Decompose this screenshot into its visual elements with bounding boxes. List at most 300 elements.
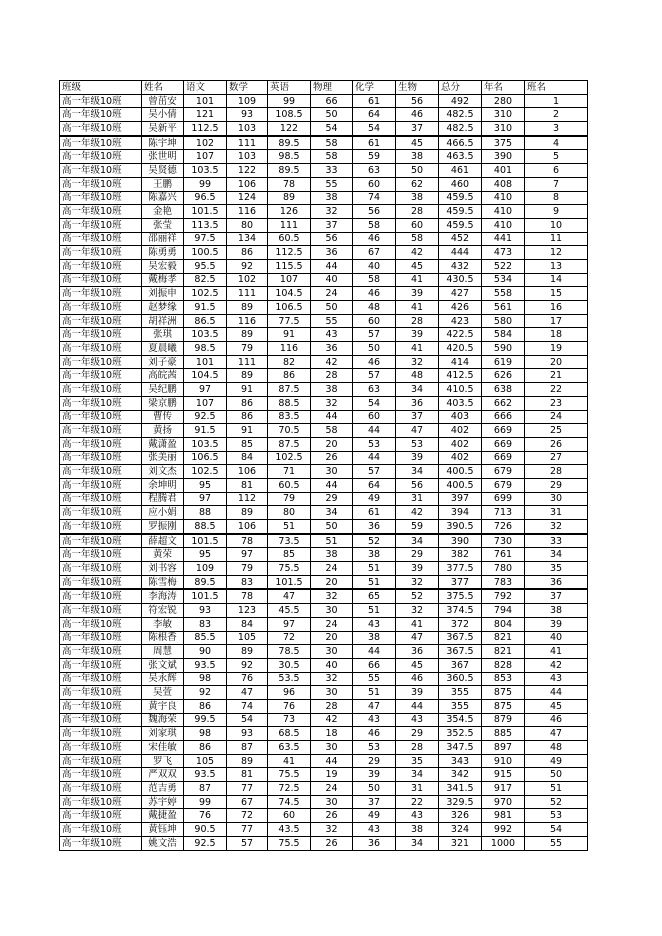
cell-chinese: 103.5 [184, 164, 227, 178]
cell-total: 329.5 [439, 795, 482, 809]
cell-biology: 32 [396, 604, 439, 618]
cell-math: 86 [227, 246, 268, 260]
cell-chinese: 95 [184, 548, 227, 562]
cell-chinese: 93.5 [184, 768, 227, 782]
cell-class: 高一年级10班 [60, 478, 142, 492]
cell-class: 高一年级10班 [60, 686, 142, 700]
cell-biology: 46 [396, 672, 439, 686]
cell-math: 47 [227, 686, 268, 700]
cell-chemistry: 64 [353, 108, 396, 122]
cell-math: 102 [227, 273, 268, 287]
cell-class-rank: 7 [525, 177, 588, 191]
table-row [60, 164, 588, 178]
cell-math: 93 [227, 108, 268, 122]
cell-name: 吴宏毅 [142, 259, 184, 273]
cell-physics: 20 [311, 575, 353, 589]
cell-total: 347.5 [439, 741, 482, 755]
cell-grade-rank: 626 [482, 369, 525, 383]
cell-physics: 34 [311, 506, 353, 520]
cell-chemistry: 64 [353, 478, 396, 492]
cell-english: 89.5 [268, 164, 311, 178]
cell-physics: 20 [311, 437, 353, 451]
cell-physics: 56 [311, 232, 353, 246]
cell-biology: 39 [396, 287, 439, 301]
cell-physics: 24 [311, 287, 353, 301]
cell-physics: 55 [311, 177, 353, 191]
cell-physics: 19 [311, 768, 353, 782]
cell-chemistry: 39 [353, 768, 396, 782]
cell-physics: 38 [311, 383, 353, 397]
cell-english: 82 [268, 355, 311, 369]
cell-grade-rank: 970 [482, 795, 525, 809]
cell-english: 80 [268, 506, 311, 520]
cell-total: 482.5 [439, 122, 482, 136]
cell-grade-rank: 761 [482, 548, 525, 562]
cell-name: 符宏锐 [142, 604, 184, 618]
cell-chemistry: 51 [353, 575, 396, 589]
cell-total: 482.5 [439, 108, 482, 122]
cell-physics: 58 [311, 150, 353, 164]
header-class: 班级 [60, 81, 142, 95]
table-row [60, 410, 588, 424]
cell-chemistry: 65 [353, 589, 396, 603]
cell-biology: 47 [396, 631, 439, 645]
cell-total: 372 [439, 617, 482, 631]
cell-chinese: 86 [184, 699, 227, 713]
cell-chemistry: 51 [353, 686, 396, 700]
cell-english: 98.5 [268, 150, 311, 164]
cell-name: 夏晨曦 [142, 342, 184, 356]
cell-class-rank: 30 [525, 492, 588, 506]
cell-grade-rank: 408 [482, 177, 525, 191]
cell-physics: 32 [311, 589, 353, 603]
cell-total: 341.5 [439, 782, 482, 796]
cell-math: 72 [227, 809, 268, 823]
cell-biology: 38 [396, 823, 439, 837]
table-row [60, 768, 588, 782]
cell-chemistry: 55 [353, 672, 396, 686]
cell-grade-rank: 910 [482, 754, 525, 768]
cell-english: 106.5 [268, 301, 311, 315]
cell-physics: 24 [311, 617, 353, 631]
cell-grade-rank: 792 [482, 589, 525, 603]
cell-grade-rank: 410 [482, 205, 525, 219]
cell-name: 苏宇婷 [142, 795, 184, 809]
score-table [59, 80, 588, 851]
cell-physics: 30 [311, 795, 353, 809]
cell-total: 459.5 [439, 218, 482, 232]
cell-math: 92 [227, 658, 268, 672]
cell-total: 342 [439, 768, 482, 782]
cell-class-rank: 18 [525, 328, 588, 342]
cell-physics: 50 [311, 301, 353, 315]
header-physics: 物理 [311, 81, 353, 95]
cell-name: 张琪 [142, 328, 184, 342]
cell-class: 高一年级10班 [60, 699, 142, 713]
cell-class: 高一年级10班 [60, 672, 142, 686]
cell-class-rank: 45 [525, 699, 588, 713]
table-row [60, 658, 588, 672]
cell-name: 程腾君 [142, 492, 184, 506]
cell-chemistry: 57 [353, 465, 396, 479]
cell-grade-rank: 401 [482, 164, 525, 178]
cell-grade-rank: 992 [482, 823, 525, 837]
cell-chinese: 102.5 [184, 465, 227, 479]
cell-name: 陈勇勇 [142, 246, 184, 260]
cell-physics: 26 [311, 836, 353, 850]
table-row [60, 191, 588, 205]
cell-chinese: 89.5 [184, 575, 227, 589]
cell-chinese: 76 [184, 809, 227, 823]
cell-physics: 50 [311, 108, 353, 122]
cell-biology: 36 [396, 645, 439, 659]
cell-math: 76 [227, 672, 268, 686]
cell-biology: 28 [396, 741, 439, 755]
table-row [60, 108, 588, 122]
cell-class: 高一年级10班 [60, 177, 142, 191]
cell-grade-rank: 679 [482, 465, 525, 479]
cell-total: 377.5 [439, 562, 482, 576]
cell-biology: 60 [396, 218, 439, 232]
cell-name: 宋佳敏 [142, 741, 184, 755]
cell-math: 112 [227, 492, 268, 506]
cell-english: 73.5 [268, 534, 311, 548]
table-row [60, 342, 588, 356]
table-row [60, 301, 588, 315]
cell-chinese: 96.5 [184, 191, 227, 205]
cell-total: 427 [439, 287, 482, 301]
cell-physics: 30 [311, 465, 353, 479]
cell-english: 89 [268, 191, 311, 205]
cell-grade-rank: 726 [482, 520, 525, 534]
cell-class: 高一年级10班 [60, 205, 142, 219]
cell-class-rank: 24 [525, 410, 588, 424]
table-row [60, 287, 588, 301]
cell-grade-rank: 730 [482, 534, 525, 548]
table-row [60, 383, 588, 397]
cell-physics: 38 [311, 548, 353, 562]
cell-math: 79 [227, 562, 268, 576]
table-row [60, 259, 588, 273]
cell-physics: 37 [311, 218, 353, 232]
cell-name: 陈根香 [142, 631, 184, 645]
cell-biology: 39 [396, 562, 439, 576]
cell-english: 63.5 [268, 741, 311, 755]
cell-grade-rank: 441 [482, 232, 525, 246]
table-row [60, 823, 588, 837]
cell-name: 魏海荣 [142, 713, 184, 727]
cell-chemistry: 61 [353, 506, 396, 520]
cell-physics: 30 [311, 686, 353, 700]
cell-chemistry: 60 [353, 314, 396, 328]
cell-class-rank: 38 [525, 604, 588, 618]
cell-grade-rank: 310 [482, 108, 525, 122]
cell-name: 姚文浩 [142, 836, 184, 850]
cell-class-rank: 37 [525, 589, 588, 603]
cell-chemistry: 29 [353, 754, 396, 768]
cell-chemistry: 48 [353, 301, 396, 315]
cell-class: 高一年级10班 [60, 823, 142, 837]
cell-name: 曹传 [142, 410, 184, 424]
cell-name: 张世明 [142, 150, 184, 164]
cell-grade-rank: 410 [482, 191, 525, 205]
cell-class: 高一年级10班 [60, 273, 142, 287]
table-row [60, 520, 588, 534]
cell-math: 81 [227, 478, 268, 492]
cell-english: 41 [268, 754, 311, 768]
cell-chinese: 92 [184, 686, 227, 700]
cell-total: 324 [439, 823, 482, 837]
cell-class-rank: 55 [525, 836, 588, 850]
cell-grade-rank: 879 [482, 713, 525, 727]
cell-chinese: 91.5 [184, 424, 227, 438]
cell-grade-rank: 473 [482, 246, 525, 260]
cell-class-rank: 21 [525, 369, 588, 383]
cell-physics: 66 [311, 94, 353, 108]
cell-biology: 41 [396, 273, 439, 287]
cell-biology: 59 [396, 520, 439, 534]
cell-name: 吴贤德 [142, 164, 184, 178]
cell-grade-rank: 561 [482, 301, 525, 315]
cell-name: 高皖茜 [142, 369, 184, 383]
table-row [60, 727, 588, 741]
cell-chemistry: 44 [353, 424, 396, 438]
table-row [60, 782, 588, 796]
cell-english: 87.5 [268, 383, 311, 397]
cell-chemistry: 38 [353, 548, 396, 562]
cell-class: 高一年级10班 [60, 218, 142, 232]
cell-chemistry: 52 [353, 534, 396, 548]
cell-class: 高一年级10班 [60, 355, 142, 369]
cell-biology: 28 [396, 314, 439, 328]
cell-physics: 42 [311, 355, 353, 369]
cell-physics: 44 [311, 259, 353, 273]
cell-chinese: 87 [184, 782, 227, 796]
cell-grade-rank: 713 [482, 506, 525, 520]
cell-biology: 45 [396, 259, 439, 273]
cell-total: 403 [439, 410, 482, 424]
cell-english: 70.5 [268, 424, 311, 438]
header-grade-rank: 年名 [482, 81, 525, 95]
cell-math: 106 [227, 520, 268, 534]
cell-english: 72.5 [268, 782, 311, 796]
cell-class-rank: 19 [525, 342, 588, 356]
cell-chinese: 97.5 [184, 232, 227, 246]
cell-class-rank: 23 [525, 396, 588, 410]
cell-name: 陈宇坤 [142, 136, 184, 150]
cell-chinese: 98 [184, 672, 227, 686]
cell-english: 71 [268, 465, 311, 479]
table-row [60, 314, 588, 328]
cell-biology: 48 [396, 369, 439, 383]
cell-chinese: 98 [184, 727, 227, 741]
cell-biology: 46 [396, 108, 439, 122]
cell-biology: 53 [396, 437, 439, 451]
cell-physics: 26 [311, 451, 353, 465]
table-row [60, 699, 588, 713]
cell-grade-rank: 917 [482, 782, 525, 796]
cell-total: 402 [439, 424, 482, 438]
cell-class-rank: 52 [525, 795, 588, 809]
cell-english: 101.5 [268, 575, 311, 589]
cell-class-rank: 29 [525, 478, 588, 492]
cell-grade-rank: 1000 [482, 836, 525, 850]
cell-english: 45.5 [268, 604, 311, 618]
cell-chemistry: 74 [353, 191, 396, 205]
cell-physics: 32 [311, 205, 353, 219]
cell-english: 83.5 [268, 410, 311, 424]
cell-chemistry: 43 [353, 823, 396, 837]
table-row [60, 754, 588, 768]
cell-math: 89 [227, 645, 268, 659]
cell-physics: 40 [311, 658, 353, 672]
header-chinese: 语文 [184, 81, 227, 95]
cell-chinese: 101.5 [184, 205, 227, 219]
cell-chinese: 95 [184, 478, 227, 492]
cell-chinese: 107 [184, 396, 227, 410]
cell-name: 刘书容 [142, 562, 184, 576]
cell-total: 402 [439, 437, 482, 451]
cell-class-rank: 42 [525, 658, 588, 672]
cell-class-rank: 44 [525, 686, 588, 700]
cell-biology: 31 [396, 492, 439, 506]
cell-class: 高一年级10班 [60, 328, 142, 342]
cell-physics: 58 [311, 424, 353, 438]
cell-total: 466.5 [439, 136, 482, 150]
cell-class-rank: 33 [525, 534, 588, 548]
table-row [60, 451, 588, 465]
cell-total: 343 [439, 754, 482, 768]
cell-grade-rank: 679 [482, 478, 525, 492]
cell-class: 高一年级10班 [60, 369, 142, 383]
cell-chinese: 97 [184, 492, 227, 506]
header-math: 数学 [227, 81, 268, 95]
cell-math: 84 [227, 451, 268, 465]
cell-english: 43.5 [268, 823, 311, 837]
cell-class: 高一年级10班 [60, 396, 142, 410]
cell-biology: 62 [396, 177, 439, 191]
cell-class-rank: 9 [525, 205, 588, 219]
table-row [60, 672, 588, 686]
cell-total: 430.5 [439, 273, 482, 287]
table-row [60, 809, 588, 823]
cell-class: 高一年级10班 [60, 287, 142, 301]
cell-math: 89 [227, 301, 268, 315]
cell-grade-rank: 699 [482, 492, 525, 506]
cell-total: 400.5 [439, 478, 482, 492]
cell-english: 51 [268, 520, 311, 534]
cell-class-rank: 54 [525, 823, 588, 837]
cell-math: 54 [227, 713, 268, 727]
cell-total: 390.5 [439, 520, 482, 534]
cell-class-rank: 46 [525, 713, 588, 727]
cell-class: 高一年级10班 [60, 836, 142, 850]
cell-biology: 45 [396, 136, 439, 150]
cell-physics: 29 [311, 492, 353, 506]
cell-grade-rank: 590 [482, 342, 525, 356]
cell-physics: 55 [311, 314, 353, 328]
cell-class: 高一年级10班 [60, 492, 142, 506]
cell-chemistry: 46 [353, 232, 396, 246]
cell-class: 高一年级10班 [60, 520, 142, 534]
cell-chinese: 93 [184, 604, 227, 618]
cell-english: 96 [268, 686, 311, 700]
cell-class-rank: 4 [525, 136, 588, 150]
cell-math: 124 [227, 191, 268, 205]
cell-grade-rank: 666 [482, 410, 525, 424]
cell-physics: 36 [311, 342, 353, 356]
cell-math: 77 [227, 782, 268, 796]
cell-math: 81 [227, 768, 268, 782]
cell-chemistry: 57 [353, 369, 396, 383]
cell-physics: 44 [311, 754, 353, 768]
cell-biology: 41 [396, 342, 439, 356]
cell-biology: 31 [396, 782, 439, 796]
cell-chinese: 112.5 [184, 122, 227, 136]
cell-biology: 34 [396, 383, 439, 397]
cell-biology: 32 [396, 575, 439, 589]
cell-chemistry: 46 [353, 355, 396, 369]
cell-physics: 58 [311, 136, 353, 150]
cell-class: 高一年级10班 [60, 437, 142, 451]
cell-physics: 33 [311, 164, 353, 178]
cell-biology: 42 [396, 506, 439, 520]
cell-grade-rank: 584 [482, 328, 525, 342]
cell-class: 高一年级10班 [60, 809, 142, 823]
cell-class-rank: 47 [525, 727, 588, 741]
cell-english: 78.5 [268, 645, 311, 659]
cell-biology: 47 [396, 424, 439, 438]
cell-english: 115.5 [268, 259, 311, 273]
cell-total: 461 [439, 164, 482, 178]
cell-math: 85 [227, 437, 268, 451]
cell-chinese: 103.5 [184, 328, 227, 342]
table-row [60, 177, 588, 191]
cell-total: 374.5 [439, 604, 482, 618]
cell-class-rank: 11 [525, 232, 588, 246]
cell-class-rank: 2 [525, 108, 588, 122]
cell-chinese: 90.5 [184, 823, 227, 837]
cell-grade-rank: 390 [482, 150, 525, 164]
cell-chinese: 101 [184, 94, 227, 108]
cell-class: 高一年级10班 [60, 741, 142, 755]
cell-physics: 36 [311, 246, 353, 260]
table-row [60, 218, 588, 232]
cell-math: 116 [227, 314, 268, 328]
cell-total: 360.5 [439, 672, 482, 686]
cell-total: 377 [439, 575, 482, 589]
cell-chemistry: 46 [353, 727, 396, 741]
cell-chinese: 99 [184, 795, 227, 809]
cell-total: 352.5 [439, 727, 482, 741]
cell-chinese: 101.5 [184, 589, 227, 603]
cell-name: 应小娟 [142, 506, 184, 520]
cell-math: 89 [227, 506, 268, 520]
cell-name: 戴捷盈 [142, 809, 184, 823]
cell-total: 382 [439, 548, 482, 562]
cell-class: 高一年级10班 [60, 604, 142, 618]
cell-english: 91 [268, 328, 311, 342]
cell-math: 103 [227, 150, 268, 164]
cell-english: 99 [268, 94, 311, 108]
cell-biology: 44 [396, 699, 439, 713]
cell-total: 423 [439, 314, 482, 328]
cell-math: 78 [227, 534, 268, 548]
cell-chinese: 107 [184, 150, 227, 164]
cell-total: 400.5 [439, 465, 482, 479]
cell-english: 78 [268, 177, 311, 191]
cell-english: 108.5 [268, 108, 311, 122]
